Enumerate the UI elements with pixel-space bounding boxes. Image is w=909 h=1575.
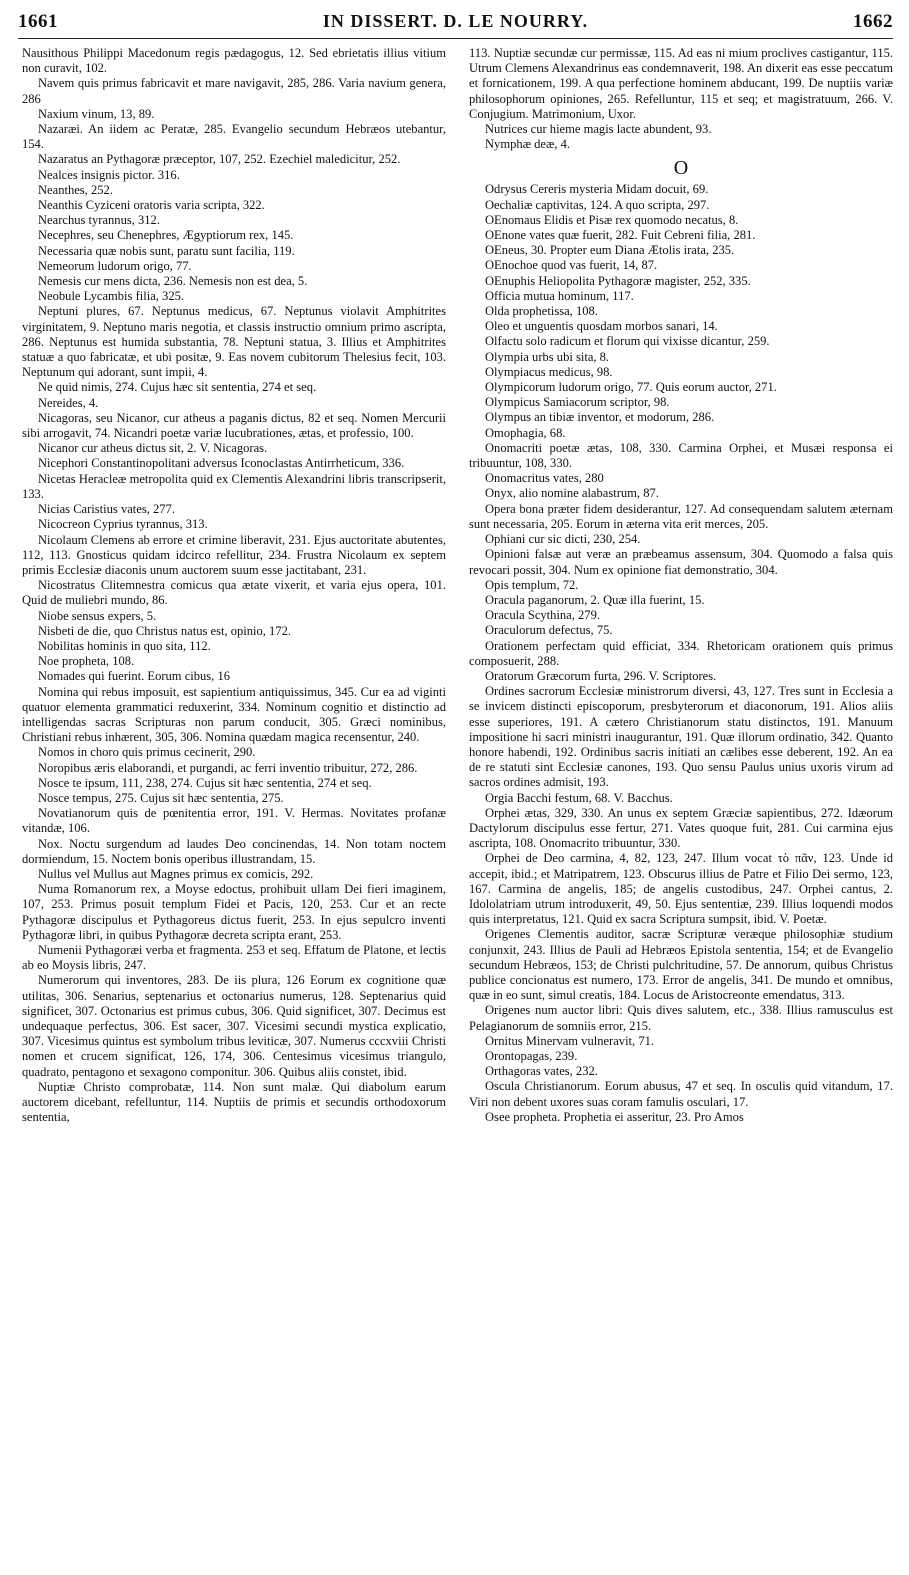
left-index-column: [22, 46, 446, 1561]
index-entry: Onyx, alio nomine alabastrum, 87.: [485, 486, 659, 501]
index-entry: Necephres, seu Chenephres, Ægyptiorum rex, 145.: [38, 228, 294, 243]
index-entry: Neanthes, 252.: [38, 182, 113, 197]
index-entry: Neptuni plures, 67. Neptunus medicus, 67. Neptunus violavit Amphitrites virginitatem, 9. Neptuno maris negotia, et classis instructio omnium primo ascripta, 286. Neptunus est humida substantia, 78. Neptuni statua, 3. Illius et Amphitrites statuæ a quo fabricatæ, et ubi positæ, 9. Eas novem cubitorum Thelesius fecit, 103. Neptunum qui adorant, sunt impii, 4.: [22, 304, 446, 380]
index-entry: Nicias Caristius vates, 277.: [38, 502, 175, 517]
index-entry: Ophiani cur sic dicti, 230, 254.: [485, 532, 641, 547]
index-entry: Onomacriti poetæ ætas, 108, 330. Carmina Orphei, et Musæi responsa ei tribuuntur, 108, 330.: [469, 440, 893, 471]
index-entry: Nosce tempus, 275. Cujus sit hæc sententia, 275.: [38, 790, 284, 805]
index-entry: Orphei ætas, 329, 330. An unus ex septem Græciæ sapientibus, 272. Idæorum Dactylorum discipulus esse fertur, 271. Vates quoque fuit, 281. Cui carmina ejus ascripta, 108. Onomacrito tribuuntur, 330.: [469, 805, 893, 851]
index-entry: Onomacritus vates, 280: [485, 471, 604, 486]
index-entry: Orphei de Deo carmina, 4, 82, 123, 247. Illum vocat τὸ πᾶν, 123. Unde id accepit, ibid.; et Matripatrem, 123. Obscurus illius de Patre et Filio Dei sermo, 123, 167. Carmina de angelis, 185; de angelis custodibus, 247. Orphei cantus, 2. Idololatriam utrum introduxerit, 49, 50. Ejus sententiæ, 239. Illius loquendi modos quis interpretatus, 121. Quid ex sacra Scriptura sumpsit, ibid. V. Poetæ.: [469, 851, 893, 927]
index-entry: Opinioni falsæ aut veræ an præbeamus assensum, 304. Quomodo a falsa quis revocari possit, 304. Num ex opinione fiat demonstratio, 304.: [469, 547, 893, 577]
index-entry: Nisbeti de die, quo Christus natus est, opinio, 172.: [38, 623, 292, 638]
index-entry: Nemesis cur mens dicta, 236. Nemesis non est dea, 5.: [38, 274, 308, 289]
index-columns: [18, 46, 893, 1561]
index-entry: Nox. Noctu surgendum ad laudes Deo concinendas, 14. Non totam noctem dormiendum, 15. Noctem bonis operibus illustrandam, 15.: [22, 836, 446, 866]
index-entry: Nobilitas hominis in quo sita, 112.: [38, 638, 211, 653]
index-entry: Numa Romanorum rex, a Moyse edoctus, prohibuit ullam Dei fieri imaginem, 107, 253. Primus posuit templum Fidei et Pacis, 120, 253. Cur et an recte Pythagoræ discipulus et Pythagoreus dictus fuerit, 253. In ejus sepulcro inventi Pythagoræ libri, in quibus Pythagoræ decreta scripta erant, 253.: [22, 882, 446, 942]
index-entry: Origenes num auctor libri: Quis dives salutem, etc., 338. Illius ramusculus est Pelagianorum de somniis error, 215.: [469, 1003, 893, 1033]
index-entry: Ordines sacrorum Ecclesiæ ministrorum diversi, 43, 127. Tres sunt in Ecclesia a se invicem distincti episcoporum, presbyterorum et diaconorum, 191. Alios aliis esse superiores, 191. A cætero Christianorum statu distinctos, 191. Manuum impositione hi sacri ministri inaugurantur, 191. Quæ illorum ordinatio, 342. Quanto honore habendi, 192. Ordinibus sacris initiati an cælibes esse deberent, 192. An ea de re statuti sint Ecclesiæ canones, 193. Quo sensu Paulus unius uxoris virum ad sacros ordines admisit, 193.: [469, 684, 893, 790]
index-entry: Olda prophetissa, 108.: [485, 304, 598, 319]
index-entry: Olympia urbs ubi sita, 8.: [485, 349, 610, 364]
index-entry: OEnochoe quod vas fuerit, 14, 87.: [485, 258, 658, 273]
index-entry: Orgia Bacchi festum, 68. V. Bacchus.: [485, 790, 673, 805]
running-title: IN DISSERT. D. LE NOURRY.: [322, 11, 589, 31]
index-entry: Nicostratus Clitemnestra comicus qua ætate vixerit, et varia ejus opera, 101. Quid de muliebri mundo, 86.: [22, 578, 446, 608]
index-entry: Neobule Lycambis filia, 325.: [38, 289, 184, 304]
index-entry: OEneus, 30. Propter eum Diana Ætolis irata, 235.: [485, 243, 735, 258]
index-entry: Ornitus Minervam vulneravit, 71.: [485, 1033, 655, 1048]
index-entry: Nemeorum ludorum origo, 77.: [38, 258, 192, 273]
index-entry: Nealces insignis pictor. 316.: [38, 167, 180, 182]
index-entry: Olympicus Samiacorum scriptor, 98.: [485, 395, 670, 410]
section-letter: O: [673, 157, 689, 180]
index-entry: Olympicorum ludorum origo, 77. Quis eorum auctor, 271.: [485, 380, 777, 395]
index-entry: Niobe sensus expers, 5.: [38, 608, 157, 623]
index-entry: Opis templum, 72.: [485, 577, 579, 592]
index-entry: Orontopagas, 239.: [485, 1049, 578, 1063]
index-entry: Nymphæ deæ, 4.: [485, 137, 571, 152]
index-entry: Opera bona præter fidem desiderantur, 127. Ad consequendam salutem æternam sunt necessaria, 205. Eorum in æterna vita erit merces, 205.: [469, 501, 893, 531]
index-entry: Oscula Christianorum. Eorum abusus, 47 et seq. In osculis quid vitandum, 17. Viri non debent uxores suas coram famulis osculari, 17.: [469, 1079, 893, 1109]
index-entry: Oraculorum defectus, 75.: [485, 623, 613, 638]
index-entry: Nuptiæ Christo comprobatæ, 114. Non sunt malæ. Qui diabolum earum auctorem dicebant, refelluntur, 114. Nuptiis de primis et secundis orthodoxorum sententia,: [22, 1079, 446, 1125]
index-entry: Nutrices cur hieme magis lacte abundent, 93.: [485, 122, 712, 137]
index-entry: Nicetas Heracleæ metropolita quid ex Clementis Alexandrini libris transcripserit, 133.: [22, 471, 446, 501]
index-entry: Origenes Clementis auditor, sacræ Scripturæ veræque philosophiæ studium conjunxit, 243. Illius de Pauli ad Hebræos Epistola sententia, 154; et de Evangelio secundum Hebræos, 153; de Christi pulchritudine, 57. De annorum, quibus Christus publice concionatus est numero, 173. Error de angelis, 341. De mundo et omnibus, quæ in eo sunt, simul creatis, 184. Locus de Aristocreonte emendatus, 313.: [469, 927, 893, 1003]
index-entry: OEnuphis Heliopolita Pythagoræ magister, 252, 335.: [485, 273, 751, 288]
index-entry: Officia mutua hominum, 117.: [485, 288, 634, 303]
index-entry: Naxium vinum, 13, 89.: [38, 106, 155, 121]
index-entry: Olfactu solo radicum et florum qui vixisse dicantur, 259.: [485, 334, 770, 349]
index-entry: Orthagoras vates, 232.: [485, 1064, 598, 1079]
index-entry: Nomos in choro quis primus cecinerit, 290.: [38, 745, 256, 760]
index-entry: Nicocreon Cyprius tyrannus, 313.: [38, 517, 208, 532]
index-entry: 113. Nuptiæ secundæ cur permissæ, 115. Ad eas ni mium proclives castigantur, 115. Utrum Clemens Alexandrinus eas condemnaverit, 198. An dixerit eas esse peccatum et fornicationem, 199. A qua perfectione hominem abducant, 199. De nuptiis variæ philosophorum opiniones, 265. Refelluntur, 115 et seq; et magistratuum, 266. V. Conjugium. Matrimonium, Uxor.: [469, 46, 893, 121]
index-entry: Odrysus Cereris mysteria Midam docuit, 69.: [485, 182, 709, 197]
index-entry: Osee propheta. Prophetia ei asseritur, 23. Pro Amos: [485, 1109, 744, 1124]
index-entry: Numerorum qui inventores, 283. De iis plura, 126 Eorum ex cognitione quæ utilitas, 306. Senarius, septenarius et octonarius numerus, 128. Septenarius quid significet, 307. Octonarius est primus cubus, 306. Quid significet, 307. Decimus est undequaque perfectus, 306. Est sacer, 307. Vicesimi secundi mystica explicatio, 307. Vicesimus quintus est symbolum tribus leviticæ, 307. Numerus cccxviii Christi nomen et crucem significat, 126, 174, 306. Centesimus vicesimus triangulo, quadrato, pentagono et sexagono componitur. 306. Quibus aliis constet, ibid.: [22, 973, 446, 1079]
index-entry: Nereides, 4.: [38, 395, 99, 410]
index-entry: Navem quis primus fabricavit et mare navigavit, 285, 286. Varia navium genera, 286: [22, 76, 446, 106]
index-entry: Olympiacus medicus, 98.: [485, 364, 613, 379]
index-entry: Oracula Scythina, 279.: [485, 608, 600, 623]
index-entry: OEnomaus Elidis et Pisæ rex quomodo necatus, 8.: [485, 212, 739, 227]
index-entry: Nearchus tyrannus, 312.: [38, 213, 160, 228]
index-entry: Noropibus æris elaborandi, et purgandi, ac ferri inventio tribuitur, 272, 286.: [38, 760, 418, 775]
column-number-left: 1661: [18, 11, 58, 32]
index-entry: Nausithous Philippi Macedonum regis pædagogus, 12. Sed ebrietatis illius vitium non curavit, 102.: [22, 46, 446, 76]
book-page: [18, 8, 893, 1568]
right-index-column: [469, 46, 893, 1561]
index-entry: Ne quid nimis, 274. Cujus hæc sit sententia, 274 et seq.: [38, 380, 317, 395]
index-entry: Nicagoras, seu Nicanor, cur atheus a paganis dictus, 82 et seq. Nomen Mercurii sibi arrogavit, 74. Nicandri poetæ variæ lucubrationes, ætas, et professio, 100.: [22, 410, 446, 441]
index-entry: Nicanor cur atheus dictus sit, 2. V. Nicagoras.: [38, 441, 268, 456]
index-entry: Omophagia, 68.: [485, 425, 566, 440]
column-number-right: 1662: [853, 11, 893, 32]
index-entry: Novatianorum quis de pœnitentia error, 191. V. Hermas. Novitates profanæ vitandæ, 106.: [22, 806, 446, 836]
index-entry: OEnone vates quæ fuerit, 282. Fuit Cebreni filia, 281.: [485, 228, 756, 243]
index-entry: Nazaræi. An iidem ac Peratæ, 285. Evangelio secundum Hebræos utebantur, 154.: [22, 122, 446, 152]
index-entry: Nullus vel Mullus aut Magnes primus ex comicis, 292.: [38, 866, 314, 881]
index-entry: Nomina qui rebus imposuit, est sapientium antiquissimus, 345. Cur ea ad viginti quatuor elementa grammatici reduxerint, 334. Nominum cognitio et distinctio ad intelligendas sacras Scripturas non parum conducit, 305. Græci nominibus, Christiani rebus inhærent, 305, 306. Nomina quædam magica recensentur, 240.: [22, 684, 446, 745]
index-entry: Nicephori Constantinopolitani adversus Iconoclastas Antirrheticum, 336.: [38, 456, 405, 471]
index-entry: Nomades qui fuerint. Eorum cibus, 16: [38, 669, 231, 684]
index-entry: Neanthis Cyziceni oratoris varia scripta, 322.: [38, 198, 265, 213]
index-entry: Nosce te ipsum, 111, 238, 274. Cujus sit hæc sententia, 274 et seq.: [38, 775, 372, 790]
index-entry: Oleo et unguentis quosdam morbos sanari, 14.: [485, 319, 718, 334]
index-entry: Noe propheta, 108.: [38, 654, 135, 669]
index-entry: Oechaliæ captivitas, 124. A quo scripta, 297.: [485, 197, 710, 212]
index-entry: Oratorum Græcorum furta, 296. V. Scriptores.: [485, 668, 717, 683]
index-entry: Nazaratus an Pythagoræ præceptor, 107, 252. Ezechiel maledicitur, 252.: [38, 152, 401, 167]
index-entry: Necessaria quæ nobis sunt, paratu sunt facilia, 119.: [38, 243, 295, 258]
index-entry: Orationem perfectam quid efficiat, 334. Rhetoricam orationem quis primus composuerit, 288.: [469, 638, 893, 668]
running-head: [18, 8, 893, 39]
index-entry: Olympus an tibiæ inventor, et modorum, 286.: [485, 410, 715, 425]
index-entry: Oracula paganorum, 2. Quæ illa fuerint, 15.: [485, 592, 705, 607]
index-entry: Nicolaum Clemens ab errore et crimine liberavit, 231. Ejus auctoritate abutentes, 112, 113. Gnosticus quidam idcirco refellitur, 234. Frustra Nicolaum ex septem primis Ecclesiæ diaconis unum auctorem suum esse jactitabant, 231.: [22, 532, 446, 577]
index-entry: Numenii Pythagoræi verba et fragmenta. 253 et seq. Effatum de Platone, et lectis ab eo Moysis libris, 247.: [22, 942, 446, 973]
